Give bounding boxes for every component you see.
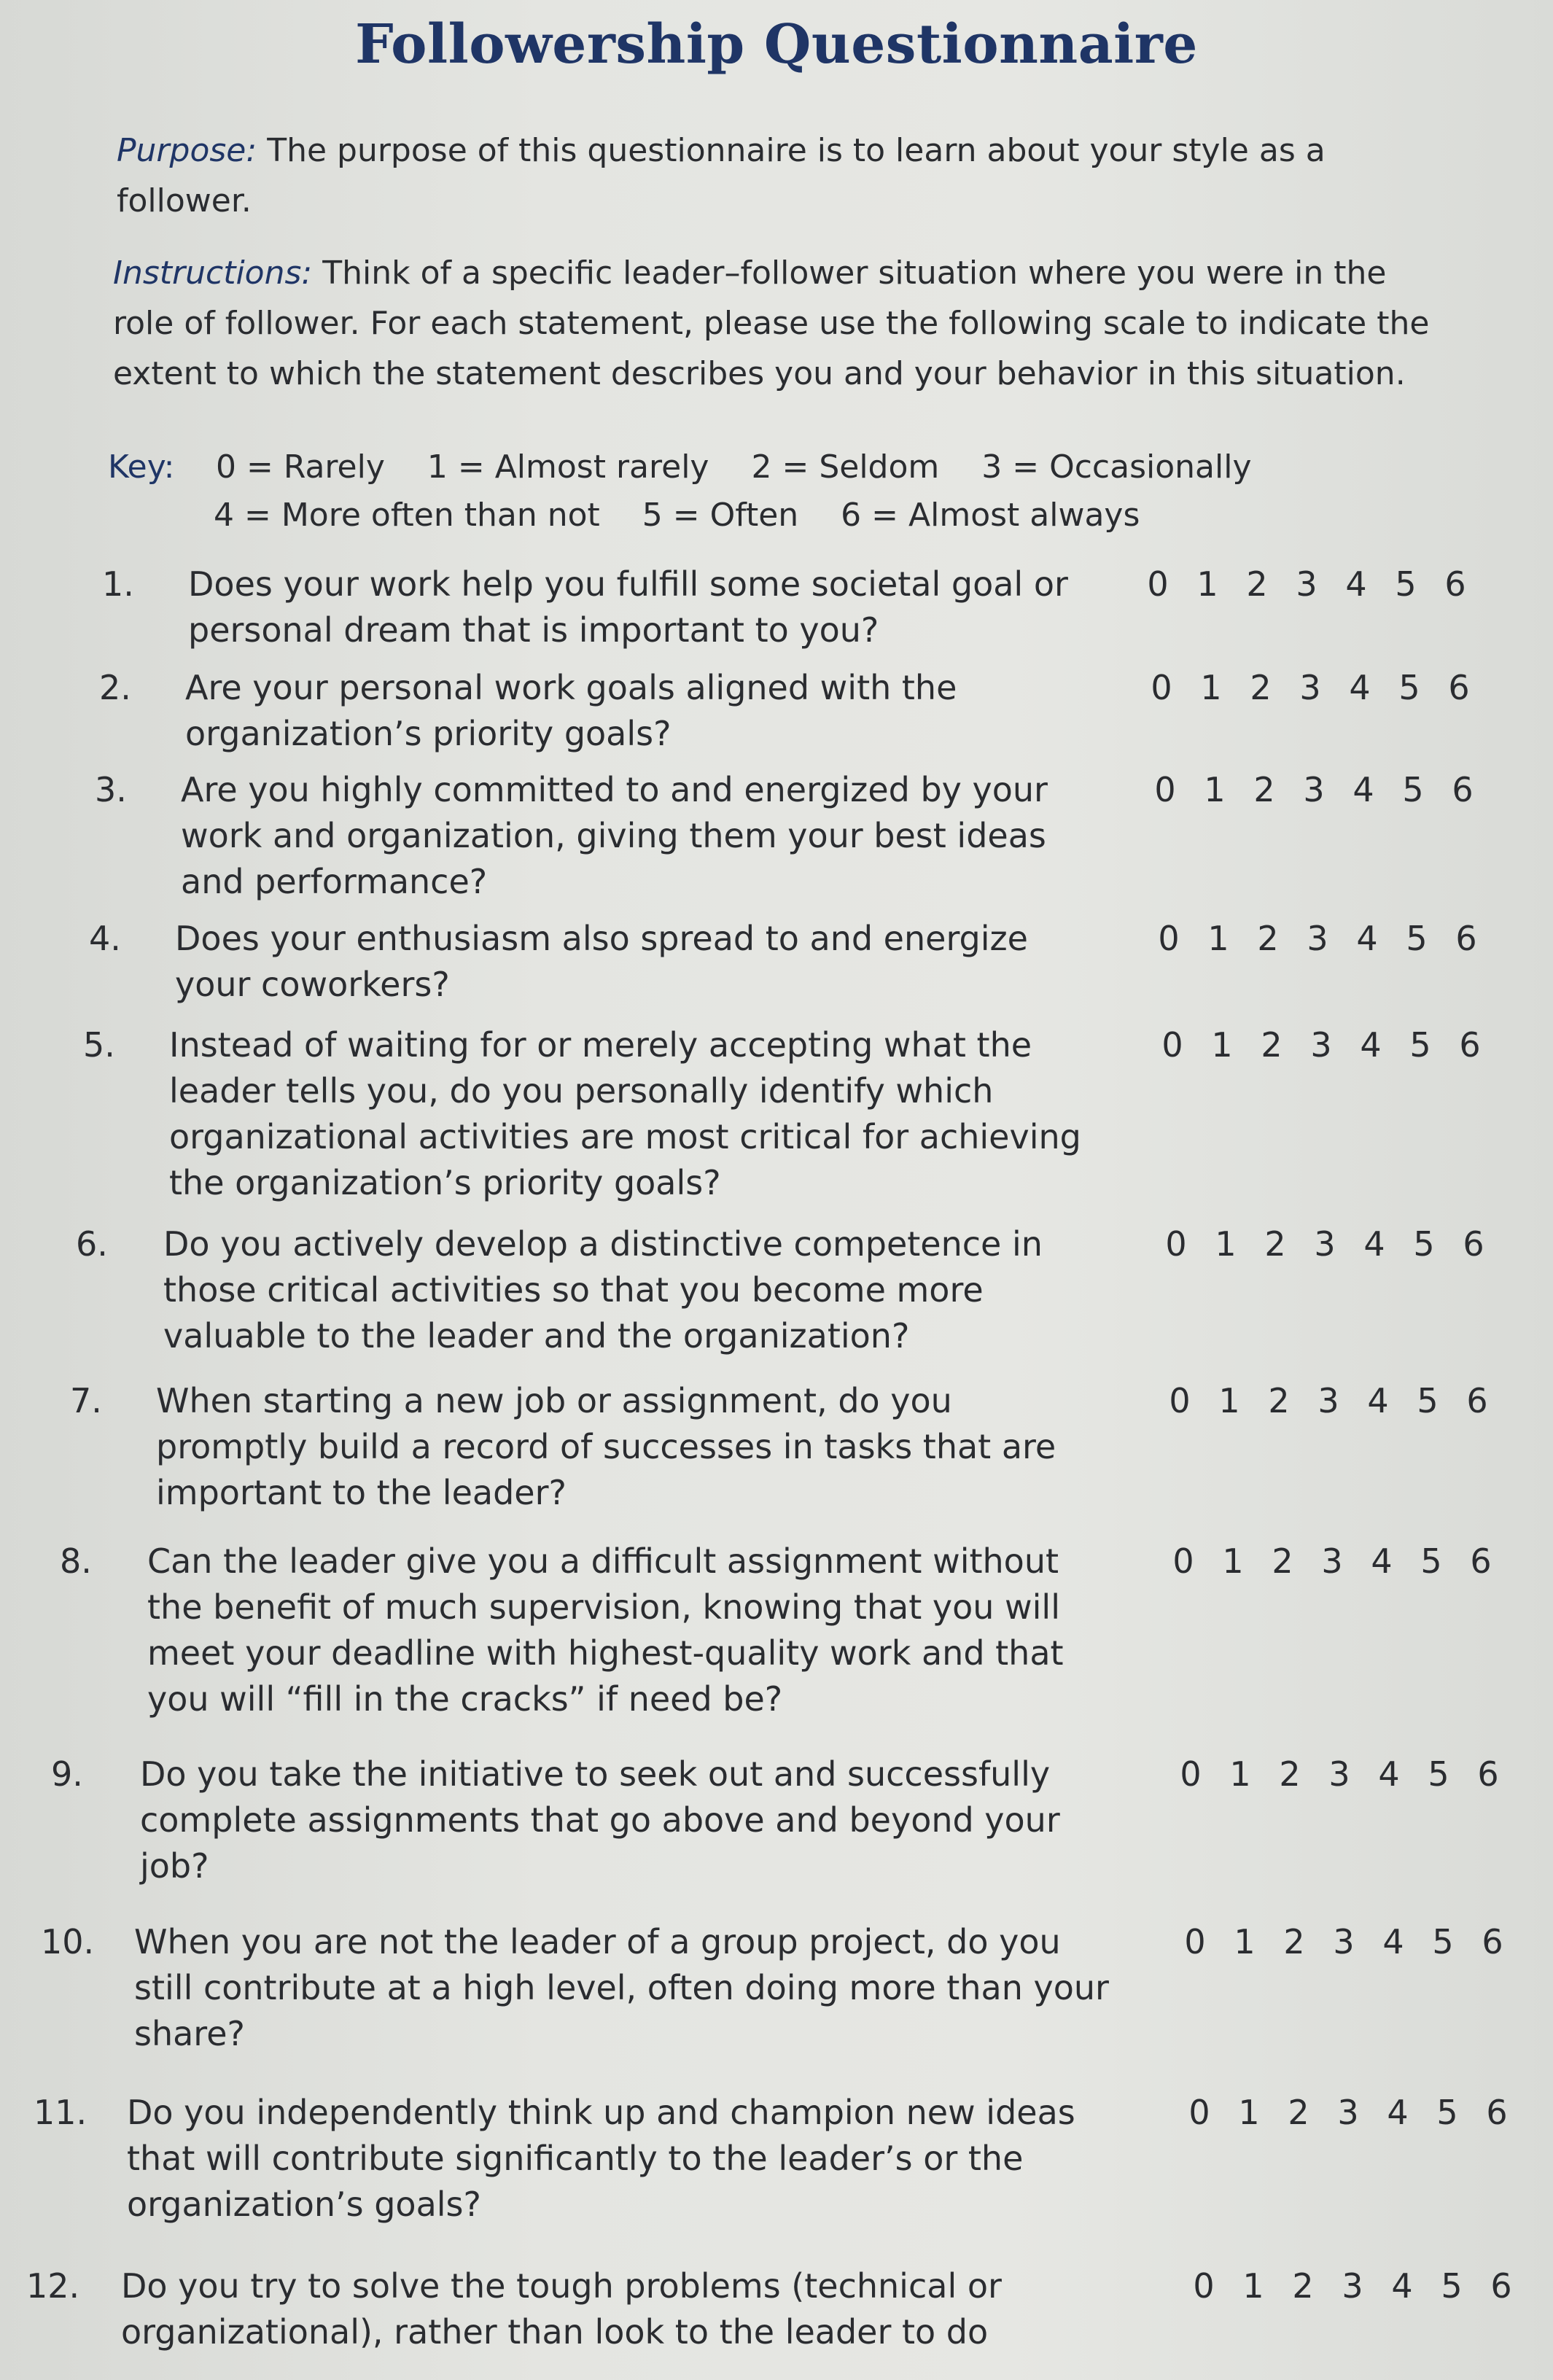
rating-option-0[interactable]: 0 <box>1154 770 1178 809</box>
rating-option-6[interactable]: 6 <box>1477 1754 1501 1794</box>
question-number: 9. <box>51 1754 83 1794</box>
rating-option-1[interactable]: 1 <box>1238 2093 1261 2132</box>
rating-scale[interactable] <box>1175 2090 1522 2136</box>
question-text: Does your enthusiasm also spread to and energize your coworkers? <box>175 919 1028 1004</box>
rating-option-6[interactable]: 6 <box>1448 668 1471 707</box>
key-item: 5 = Often <box>642 497 799 534</box>
rating-option-1[interactable]: 1 <box>1234 1922 1257 1961</box>
rating-option-0[interactable]: 0 <box>1188 2093 1212 2132</box>
question-number: 4. <box>89 919 121 958</box>
rating-option-0[interactable]: 0 <box>1169 1381 1192 1420</box>
rating-option-2[interactable]: 2 <box>1261 1025 1284 1065</box>
rating-option-3[interactable]: 3 <box>1337 2093 1361 2132</box>
rating-option-1[interactable]: 1 <box>1207 919 1231 958</box>
rating-option-1[interactable]: 1 <box>1196 564 1220 604</box>
rating-option-1[interactable]: 1 <box>1242 2266 1266 2306</box>
rating-option-4[interactable]: 4 <box>1367 1381 1390 1420</box>
rating-option-6[interactable]: 6 <box>1490 2266 1514 2306</box>
rating-option-1[interactable]: 1 <box>1229 1754 1253 1794</box>
rating-option-5[interactable]: 5 <box>1436 2093 1460 2132</box>
instructions-paragraph <box>113 248 1447 399</box>
rating-option-4[interactable]: 4 <box>1387 2093 1410 2132</box>
rating-option-5[interactable]: 5 <box>1398 668 1422 707</box>
question-text: Can the leader give you a difficult assignment without the benefit of much supervision, knowing that you will meet your deadline with highest-quality work and that you will “fill in the cracks” if need be? <box>147 1541 1064 1719</box>
question-number: 12. <box>26 2266 80 2306</box>
purpose-label: Purpose: <box>117 132 257 169</box>
rating-option-3[interactable]: 3 <box>1307 919 1330 958</box>
rating-option-2[interactable]: 2 <box>1253 770 1277 809</box>
rating-scale[interactable] <box>1145 916 1492 962</box>
rating-option-5[interactable]: 5 <box>1413 1224 1436 1264</box>
question-number: 7. <box>70 1381 102 1420</box>
question-text: Do you independently think up and champion new ideas that will contribute significantly to the leader’s or the organization’s goals? <box>127 2093 1075 2224</box>
question-text: Do you take the initiative to seek out and successfully complete assignments that go above and beyond your job? <box>140 1754 1060 1886</box>
key-row-1 <box>216 445 1283 490</box>
purpose-paragraph <box>117 125 1451 226</box>
rating-option-4[interactable]: 4 <box>1360 1025 1383 1065</box>
rating-option-6[interactable]: 6 <box>1486 2093 1509 2132</box>
question-number: 11. <box>34 2093 87 2132</box>
rating-option-4[interactable]: 4 <box>1349 668 1372 707</box>
rating-option-2[interactable]: 2 <box>1279 1754 1302 1794</box>
rating-option-2[interactable]: 2 <box>1292 2266 1315 2306</box>
rating-option-4[interactable]: 4 <box>1363 1224 1387 1264</box>
question-text: Do you actively develop a distinctive competence in those critical activities so that you become more valuable to the leader and the organization? <box>163 1224 1043 1356</box>
rating-option-4[interactable]: 4 <box>1391 2266 1414 2306</box>
rating-option-5[interactable]: 5 <box>1420 1541 1444 1581</box>
question-text: Do you try to solve the tough problems (technical or organizational), rather than look to the leader to do <box>121 2266 1002 2352</box>
question-number: 6. <box>76 1224 108 1264</box>
rating-option-3[interactable]: 3 <box>1317 1381 1341 1420</box>
question-text: Are your personal work goals aligned with the organization’s priority goals? <box>185 668 957 753</box>
rating-option-1[interactable]: 1 <box>1200 668 1223 707</box>
rating-option-2[interactable]: 2 <box>1264 1224 1288 1264</box>
rating-option-2[interactable]: 2 <box>1272 1541 1295 1581</box>
rating-option-0[interactable]: 0 <box>1161 1025 1185 1065</box>
rating-option-6[interactable]: 6 <box>1452 770 1475 809</box>
question-text: Does your work help you fulfill some societal goal or personal dream that is important to you? <box>188 564 1068 650</box>
rating-option-0[interactable]: 0 <box>1172 1541 1196 1581</box>
rating-option-4[interactable]: 4 <box>1371 1541 1394 1581</box>
question-text: When starting a new job or assignment, do you promptly build a record of successes in tasks that are important to the leader? <box>156 1381 1056 1512</box>
rating-option-1[interactable]: 1 <box>1215 1224 1238 1264</box>
rating-option-0[interactable]: 0 <box>1180 1754 1203 1794</box>
rating-option-1[interactable]: 1 <box>1218 1381 1242 1420</box>
key-item: 2 = Seldom <box>751 448 940 486</box>
question-number: 1. <box>102 564 134 604</box>
rating-option-1[interactable]: 1 <box>1204 770 1227 809</box>
rating-option-3[interactable]: 3 <box>1303 770 1326 809</box>
rating-option-4[interactable]: 4 <box>1378 1754 1401 1794</box>
rating-option-6[interactable]: 6 <box>1455 919 1479 958</box>
rating-option-0[interactable]: 0 <box>1147 564 1170 604</box>
rating-option-3[interactable]: 3 <box>1321 1541 1344 1581</box>
rating-scale[interactable] <box>1156 1378 1503 1424</box>
rating-scale[interactable] <box>1134 561 1481 607</box>
rating-option-2[interactable]: 2 <box>1250 668 1273 707</box>
rating-option-2[interactable]: 2 <box>1268 1381 1291 1420</box>
rating-option-5[interactable]: 5 <box>1417 1381 1440 1420</box>
rating-option-3[interactable]: 3 <box>1296 564 1319 604</box>
rating-option-6[interactable]: 6 <box>1470 1541 1493 1581</box>
key-item: 6 = Almost always <box>841 497 1140 534</box>
rating-option-5[interactable]: 5 <box>1402 770 1425 809</box>
rating-option-0[interactable]: 0 <box>1165 1224 1188 1264</box>
rating-option-5[interactable]: 5 <box>1409 1025 1433 1065</box>
rating-option-0[interactable]: 0 <box>1158 919 1181 958</box>
rating-scale[interactable] <box>1137 665 1484 711</box>
rating-option-4[interactable]: 4 <box>1345 564 1369 604</box>
rating-option-6[interactable]: 6 <box>1459 1025 1482 1065</box>
rating-option-3[interactable]: 3 <box>1328 1754 1352 1794</box>
key-item: 4 = More often than not <box>214 497 600 534</box>
rating-option-4[interactable]: 4 <box>1352 770 1376 809</box>
rating-option-3[interactable]: 3 <box>1299 668 1323 707</box>
rating-scale[interactable] <box>1152 1221 1499 1267</box>
rating-option-2[interactable]: 2 <box>1246 564 1269 604</box>
rating-option-2[interactable]: 2 <box>1257 919 1280 958</box>
instructions-label: Instructions: <box>113 254 313 292</box>
rating-option-6[interactable]: 6 <box>1463 1224 1486 1264</box>
page-title: Followership Questionnaire <box>355 13 1198 76</box>
rating-scale[interactable] <box>1159 1539 1506 1584</box>
rating-option-0[interactable]: 0 <box>1184 1922 1207 1961</box>
rating-option-3[interactable]: 3 <box>1342 2266 1365 2306</box>
instructions-text: Think of a specific leader–follower situation where you were in the role of follower. For each statement, please use the following scale to indicate the extent to which the statement describes you and your behavior in this situation. <box>113 254 1430 392</box>
question-number: 3. <box>95 770 127 809</box>
rating-scale[interactable] <box>1171 1919 1518 1965</box>
question-number: 5. <box>83 1025 115 1065</box>
question-text: Instead of waiting for or merely accepting what the leader tells you, do you personally identify which organizational activities are most critical for achieving the organization’s priority goals? <box>169 1025 1081 1202</box>
key-row-2 <box>214 493 1172 538</box>
rating-scale[interactable] <box>1180 2263 1527 2309</box>
rating-option-3[interactable]: 3 <box>1333 1922 1356 1961</box>
rating-option-6[interactable]: 6 <box>1466 1381 1490 1420</box>
key-item: 1 = Almost rarely <box>427 448 709 486</box>
rating-scale[interactable] <box>1167 1751 1514 1797</box>
rating-option-5[interactable]: 5 <box>1432 1922 1455 1961</box>
rating-option-4[interactable]: 4 <box>1382 1922 1406 1961</box>
key-label: Key: <box>108 448 175 486</box>
key-item: 3 = Occasionally <box>981 448 1252 486</box>
rating-option-5[interactable]: 5 <box>1428 1754 1451 1794</box>
rating-scale[interactable] <box>1141 767 1488 813</box>
rating-option-2[interactable]: 2 <box>1288 2093 1311 2132</box>
rating-option-5[interactable]: 5 <box>1406 919 1429 958</box>
rating-option-4[interactable]: 4 <box>1356 919 1379 958</box>
rating-option-5[interactable]: 5 <box>1441 2266 1464 2306</box>
question-number: 8. <box>60 1541 92 1581</box>
question-number: 10. <box>41 1922 95 1961</box>
question-number: 2. <box>99 668 131 707</box>
question-text: Are you highly committed to and energized by your work and organization, giving them your best ideas and performance? <box>181 770 1048 901</box>
rating-option-6[interactable]: 6 <box>1482 1922 1505 1961</box>
question-text: When you are not the leader of a group project, do you still contribute at a high level, often doing more than your share? <box>134 1922 1109 2053</box>
rating-option-0[interactable]: 0 <box>1151 668 1174 707</box>
rating-option-1[interactable]: 1 <box>1211 1025 1234 1065</box>
rating-option-6[interactable]: 6 <box>1444 564 1468 604</box>
key-item: 0 = Rarely <box>216 448 385 486</box>
rating-option-3[interactable]: 3 <box>1310 1025 1334 1065</box>
rating-option-3[interactable]: 3 <box>1314 1224 1337 1264</box>
rating-option-5[interactable]: 5 <box>1395 564 1418 604</box>
rating-scale[interactable] <box>1148 1022 1495 1068</box>
rating-option-0[interactable]: 0 <box>1193 2266 1216 2306</box>
purpose-text: The purpose of this questionnaire is to learn about your style as a follower. <box>117 132 1326 219</box>
rating-option-1[interactable]: 1 <box>1222 1541 1245 1581</box>
rating-option-2[interactable]: 2 <box>1283 1922 1307 1961</box>
